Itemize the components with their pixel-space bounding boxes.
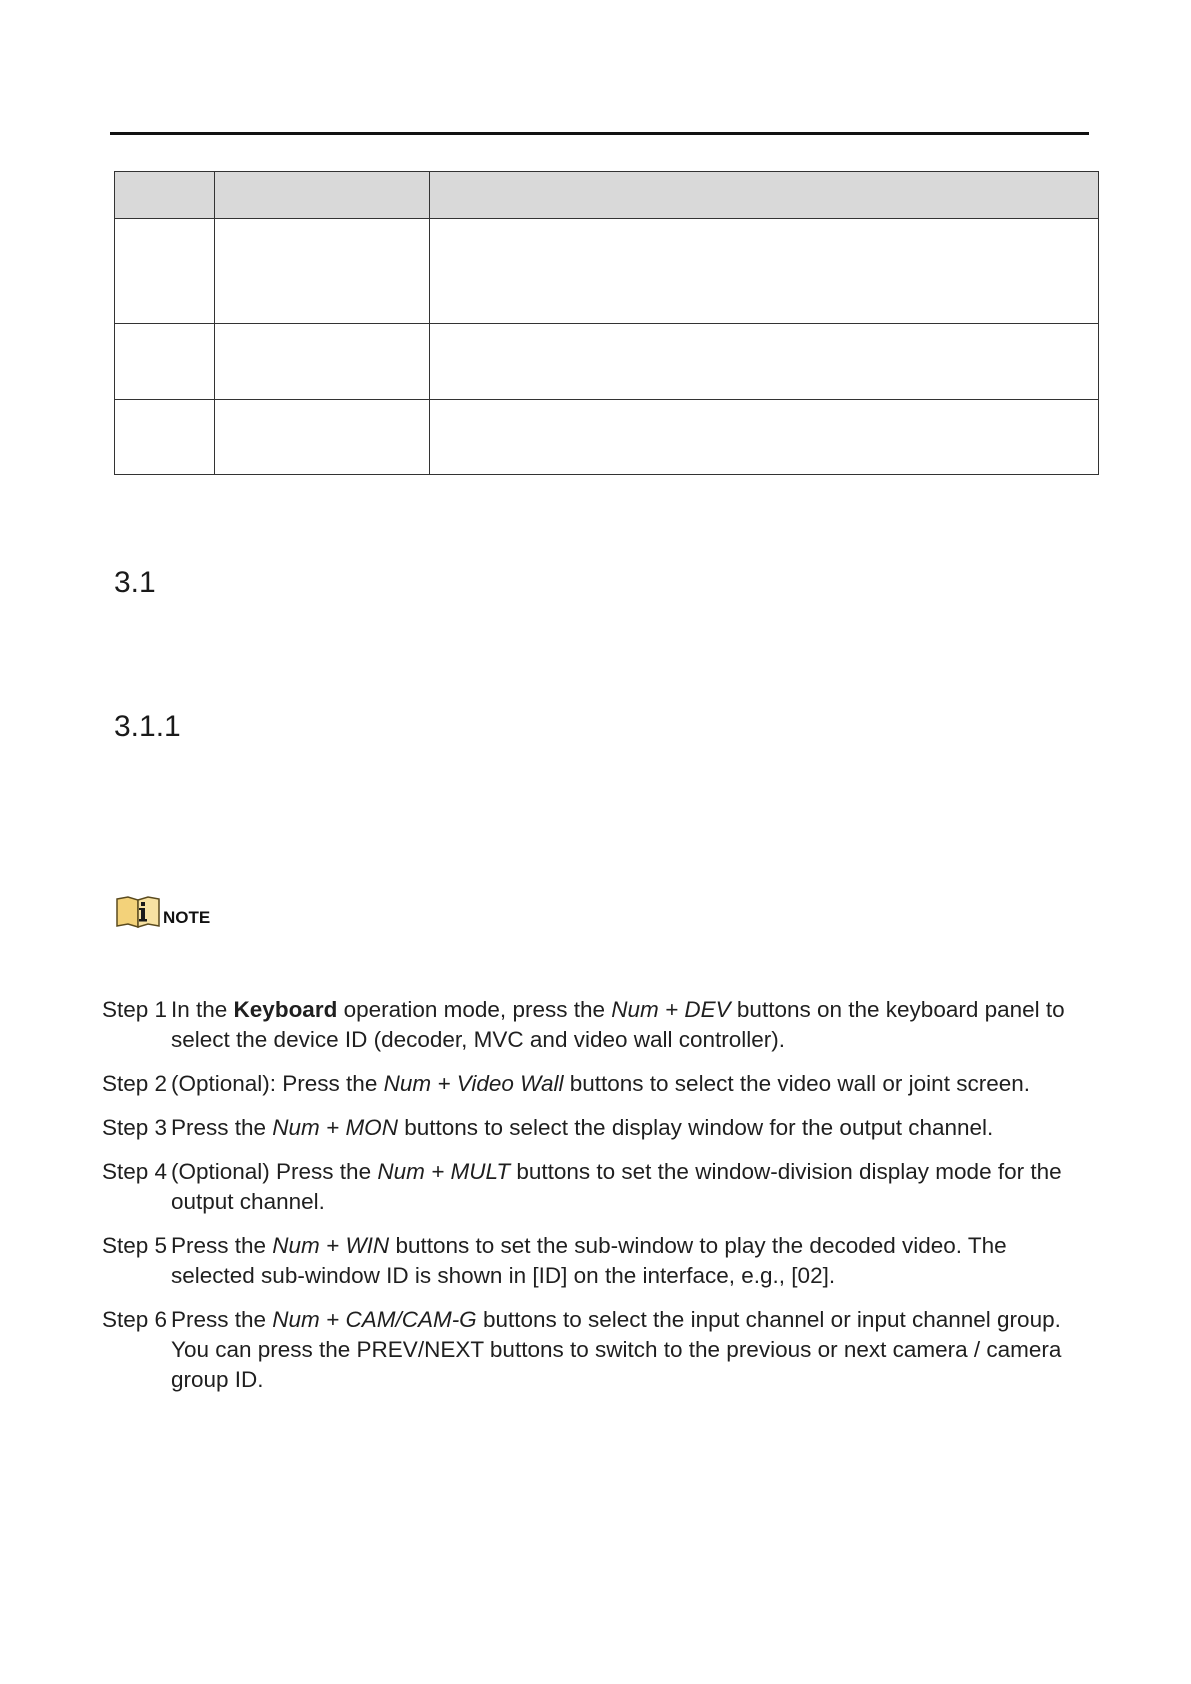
step-number: Step 3	[102, 1115, 168, 1140]
table-row	[115, 324, 1099, 400]
step-text	[171, 995, 1092, 1055]
step-text-fragment: buttons to select the display window for the output channel.	[397, 1115, 994, 1140]
step-text	[171, 1231, 1092, 1291]
step-text-fragment: (Optional) Press the	[171, 1159, 378, 1184]
table-row	[115, 400, 1099, 475]
step-text-fragment: In the	[171, 997, 234, 1022]
step-item	[102, 995, 1092, 1055]
step-item	[102, 1157, 1092, 1217]
button-combo: Num + DEV	[611, 997, 731, 1022]
table-cell	[115, 219, 215, 324]
header-rule	[110, 132, 1089, 135]
table-header-row	[115, 172, 1099, 219]
table-cell	[430, 400, 1099, 475]
section-number-3-1: 3.1	[114, 566, 156, 599]
step-item	[102, 1305, 1092, 1395]
step-text-fragment: Press the	[171, 1233, 273, 1258]
procedure-steps	[102, 995, 1092, 1409]
table-cell	[215, 400, 430, 475]
step-text-fragment: buttons to set the window-division display mode for the output channel.	[171, 1159, 1062, 1214]
table-header-cell	[430, 172, 1099, 219]
step-text	[171, 1157, 1092, 1217]
table-header-cell	[115, 172, 215, 219]
step-number: Step 6	[102, 1307, 168, 1332]
step-text-fragment: buttons on the keyboard panel to select the device ID (decoder, MVC and video wall controller).	[171, 997, 1065, 1052]
step-number: Step 2	[102, 1071, 168, 1096]
step-text-fragment: operation mode, press the	[337, 997, 612, 1022]
button-combo: Num + WIN	[272, 1233, 390, 1258]
step-text-fragment: Press the	[171, 1115, 273, 1140]
table-row	[115, 219, 1099, 324]
table-cell	[215, 219, 430, 324]
table-header-cell	[215, 172, 430, 219]
step-text-fragment: Press the	[171, 1307, 273, 1332]
step-text-fragment: (Optional): Press the	[171, 1071, 384, 1096]
table-cell	[430, 324, 1099, 400]
step-text	[171, 1069, 1092, 1099]
step-text	[171, 1113, 1092, 1143]
table-cell	[215, 324, 430, 400]
step-item	[102, 1231, 1092, 1291]
step-item	[102, 1069, 1092, 1099]
table-cell	[430, 219, 1099, 324]
note-label: NOTE	[163, 908, 211, 927]
table-cell	[115, 400, 215, 475]
step-text-fragment: buttons to set the sub-window to play the decoded video. The selected sub-window ID is shown in [ID] on the interface, e.g., [02].	[171, 1233, 1007, 1288]
button-combo: Num + MULT	[377, 1159, 511, 1184]
step-number: Step 5	[102, 1233, 168, 1258]
note-callout	[115, 895, 210, 929]
step-text	[171, 1305, 1092, 1395]
table-cell	[115, 324, 215, 400]
step-text-fragment: buttons to select the input channel or input channel group. You can press the PREV/NEXT buttons to switch to the previous or next camera / camera group ID.	[171, 1307, 1062, 1392]
step-number: Step 1	[102, 997, 168, 1022]
step-item	[102, 1113, 1092, 1143]
step-number: Step 4	[102, 1159, 168, 1184]
info-book-icon	[115, 895, 161, 929]
bold-term: Keyboard	[233, 997, 338, 1022]
button-combo: Num + MON	[272, 1115, 398, 1140]
spec-table	[114, 171, 1099, 475]
section-number-3-1-1: 3.1.1	[114, 710, 181, 743]
step-text-fragment: buttons to select the video wall or joint screen.	[563, 1071, 1030, 1096]
button-combo: Num + CAM/CAM-G	[272, 1307, 477, 1332]
button-combo: Num + Video Wall	[383, 1071, 564, 1096]
